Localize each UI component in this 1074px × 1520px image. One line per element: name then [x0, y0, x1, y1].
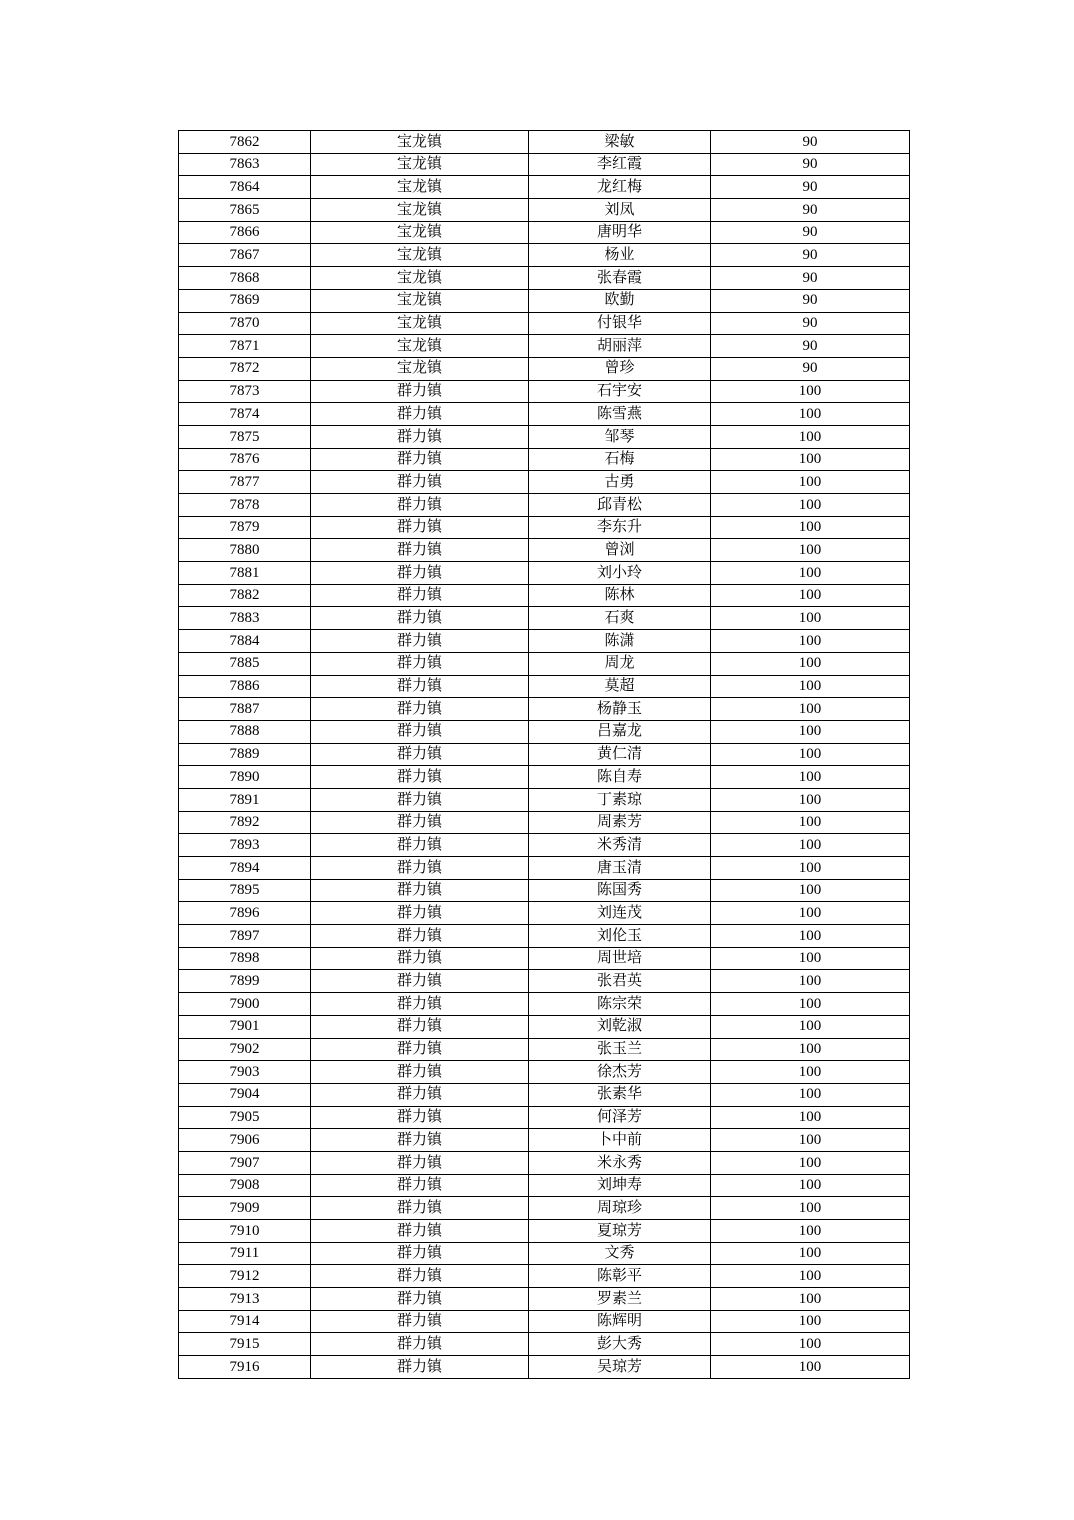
- cell-name: 曾珍: [529, 357, 711, 380]
- cell-name: 周龙: [529, 652, 711, 675]
- table-row: [179, 562, 910, 585]
- cell-name: 陈辉明: [529, 1310, 711, 1333]
- cell-score: 100: [711, 539, 910, 562]
- cell-name: 杨静玉: [529, 698, 711, 721]
- cell-town: 群力镇: [311, 607, 529, 630]
- table-row: [179, 425, 910, 448]
- cell-score: 90: [711, 244, 910, 267]
- table-row: [179, 357, 910, 380]
- cell-town: 群力镇: [311, 584, 529, 607]
- cell-town: 群力镇: [311, 1333, 529, 1356]
- cell-score: 100: [711, 1083, 910, 1106]
- cell-id: 7909: [179, 1197, 311, 1220]
- cell-town: 群力镇: [311, 811, 529, 834]
- cell-id: 7910: [179, 1220, 311, 1243]
- cell-name: 周琼珍: [529, 1197, 711, 1220]
- table-row: [179, 1333, 910, 1356]
- cell-name: 曾浏: [529, 539, 711, 562]
- cell-name: 文秀: [529, 1242, 711, 1265]
- table-row: [179, 1265, 910, 1288]
- cell-score: 100: [711, 720, 910, 743]
- cell-score: 100: [711, 1174, 910, 1197]
- cell-name: 罗素兰: [529, 1288, 711, 1311]
- cell-score: 100: [711, 925, 910, 948]
- cell-score: 90: [711, 335, 910, 358]
- cell-id: 7873: [179, 380, 311, 403]
- cell-score: 100: [711, 403, 910, 426]
- cell-town: 群力镇: [311, 403, 529, 426]
- cell-id: 7912: [179, 1265, 311, 1288]
- cell-id: 7891: [179, 788, 311, 811]
- cell-score: 100: [711, 584, 910, 607]
- table-row: [179, 834, 910, 857]
- cell-town: 群力镇: [311, 448, 529, 471]
- cell-name: 周世培: [529, 947, 711, 970]
- cell-town: 宝龙镇: [311, 289, 529, 312]
- cell-id: 7872: [179, 357, 311, 380]
- cell-id: 7908: [179, 1174, 311, 1197]
- cell-town: 宝龙镇: [311, 312, 529, 335]
- cell-town: 群力镇: [311, 1129, 529, 1152]
- cell-score: 90: [711, 357, 910, 380]
- cell-id: 7868: [179, 267, 311, 290]
- cell-score: 100: [711, 1220, 910, 1243]
- cell-town: 宝龙镇: [311, 199, 529, 222]
- table-row: [179, 199, 910, 222]
- cell-score: 100: [711, 1265, 910, 1288]
- cell-id: 7863: [179, 153, 311, 176]
- cell-name: 卜中前: [529, 1129, 711, 1152]
- cell-id: 7904: [179, 1083, 311, 1106]
- cell-score: 100: [711, 1288, 910, 1311]
- cell-name: 何泽芳: [529, 1106, 711, 1129]
- cell-town: 群力镇: [311, 1083, 529, 1106]
- cell-town: 群力镇: [311, 720, 529, 743]
- cell-name: 刘坤寿: [529, 1174, 711, 1197]
- cell-town: 群力镇: [311, 902, 529, 925]
- cell-name: 陈彰平: [529, 1265, 711, 1288]
- cell-id: 7877: [179, 471, 311, 494]
- cell-town: 群力镇: [311, 1151, 529, 1174]
- cell-name: 付银华: [529, 312, 711, 335]
- cell-id: 7867: [179, 244, 311, 267]
- cell-name: 梁敏: [529, 131, 711, 154]
- cell-id: 7866: [179, 221, 311, 244]
- cell-town: 群力镇: [311, 834, 529, 857]
- cell-id: 7869: [179, 289, 311, 312]
- table-row: [179, 1197, 910, 1220]
- cell-score: 100: [711, 675, 910, 698]
- score-table: [178, 130, 910, 1379]
- cell-name: 黄仁清: [529, 743, 711, 766]
- table-row: [179, 1129, 910, 1152]
- cell-id: 7888: [179, 720, 311, 743]
- cell-town: 群力镇: [311, 1015, 529, 1038]
- cell-id: 7887: [179, 698, 311, 721]
- table-row: [179, 494, 910, 517]
- cell-name: 陈自寿: [529, 766, 711, 789]
- cell-id: 7903: [179, 1061, 311, 1084]
- table-row: [179, 857, 910, 880]
- cell-id: 7880: [179, 539, 311, 562]
- cell-score: 100: [711, 857, 910, 880]
- cell-name: 石宇安: [529, 380, 711, 403]
- cell-name: 龙红梅: [529, 176, 711, 199]
- cell-score: 100: [711, 1151, 910, 1174]
- table-row: [179, 1310, 910, 1333]
- cell-name: 莫超: [529, 675, 711, 698]
- cell-score: 100: [711, 947, 910, 970]
- cell-id: 7890: [179, 766, 311, 789]
- table-row: [179, 1242, 910, 1265]
- cell-name: 唐玉清: [529, 857, 711, 880]
- cell-name: 刘小玲: [529, 562, 711, 585]
- cell-score: 100: [711, 562, 910, 585]
- cell-name: 石爽: [529, 607, 711, 630]
- cell-name: 李东升: [529, 516, 711, 539]
- table-row: [179, 1061, 910, 1084]
- cell-town: 群力镇: [311, 1061, 529, 1084]
- table-row: [179, 335, 910, 358]
- table-row: [179, 1220, 910, 1243]
- cell-id: 7862: [179, 131, 311, 154]
- cell-name: 陈潇: [529, 630, 711, 653]
- cell-town: 群力镇: [311, 425, 529, 448]
- cell-score: 90: [711, 221, 910, 244]
- cell-town: 群力镇: [311, 652, 529, 675]
- cell-town: 宝龙镇: [311, 153, 529, 176]
- cell-name: 欧勤: [529, 289, 711, 312]
- cell-score: 100: [711, 1310, 910, 1333]
- table-row: [179, 539, 910, 562]
- cell-score: 100: [711, 652, 910, 675]
- cell-id: 7874: [179, 403, 311, 426]
- cell-town: 群力镇: [311, 947, 529, 970]
- cell-id: 7886: [179, 675, 311, 698]
- cell-town: 群力镇: [311, 630, 529, 653]
- cell-town: 群力镇: [311, 788, 529, 811]
- cell-town: 群力镇: [311, 879, 529, 902]
- cell-score: 100: [711, 494, 910, 517]
- cell-score: 100: [711, 1197, 910, 1220]
- cell-id: 7883: [179, 607, 311, 630]
- cell-id: 7914: [179, 1310, 311, 1333]
- cell-score: 100: [711, 1038, 910, 1061]
- table-row: [179, 471, 910, 494]
- cell-name: 吴琼芳: [529, 1356, 711, 1379]
- table-row: [179, 176, 910, 199]
- cell-score: 100: [711, 1333, 910, 1356]
- cell-town: 群力镇: [311, 1106, 529, 1129]
- cell-town: 宝龙镇: [311, 221, 529, 244]
- table-row: [179, 698, 910, 721]
- cell-town: 宝龙镇: [311, 131, 529, 154]
- cell-id: 7906: [179, 1129, 311, 1152]
- cell-id: 7881: [179, 562, 311, 585]
- table-row: [179, 244, 910, 267]
- cell-town: 群力镇: [311, 1197, 529, 1220]
- table-row: [179, 675, 910, 698]
- cell-score: 100: [711, 425, 910, 448]
- cell-score: 90: [711, 176, 910, 199]
- cell-score: 100: [711, 607, 910, 630]
- table-row: [179, 630, 910, 653]
- table-row: [179, 1106, 910, 1129]
- cell-score: 100: [711, 811, 910, 834]
- table-row: [179, 743, 910, 766]
- cell-town: 宝龙镇: [311, 335, 529, 358]
- cell-id: 7907: [179, 1151, 311, 1174]
- table-row: [179, 947, 910, 970]
- cell-score: 100: [711, 1106, 910, 1129]
- cell-name: 米秀清: [529, 834, 711, 857]
- table-row: [179, 1288, 910, 1311]
- cell-id: 7902: [179, 1038, 311, 1061]
- cell-score: 100: [711, 1356, 910, 1379]
- cell-town: 群力镇: [311, 494, 529, 517]
- table-row: [179, 993, 910, 1016]
- cell-score: 100: [711, 1242, 910, 1265]
- cell-town: 群力镇: [311, 539, 529, 562]
- cell-id: 7913: [179, 1288, 311, 1311]
- cell-id: 7878: [179, 494, 311, 517]
- cell-town: 群力镇: [311, 1265, 529, 1288]
- table-row: [179, 131, 910, 154]
- table-row: [179, 879, 910, 902]
- cell-id: 7898: [179, 947, 311, 970]
- cell-town: 群力镇: [311, 1220, 529, 1243]
- cell-name: 陈雪燕: [529, 403, 711, 426]
- cell-score: 100: [711, 698, 910, 721]
- cell-id: 7896: [179, 902, 311, 925]
- table-row: [179, 1038, 910, 1061]
- table-row: [179, 403, 910, 426]
- cell-name: 张君英: [529, 970, 711, 993]
- cell-town: 群力镇: [311, 698, 529, 721]
- cell-name: 陈国秀: [529, 879, 711, 902]
- cell-id: 7895: [179, 879, 311, 902]
- cell-name: 陈林: [529, 584, 711, 607]
- cell-town: 群力镇: [311, 380, 529, 403]
- cell-name: 周素芳: [529, 811, 711, 834]
- table-row: [179, 380, 910, 403]
- cell-id: 7864: [179, 176, 311, 199]
- cell-id: 7894: [179, 857, 311, 880]
- cell-score: 90: [711, 199, 910, 222]
- cell-name: 古勇: [529, 471, 711, 494]
- table-row: [179, 289, 910, 312]
- cell-town: 群力镇: [311, 743, 529, 766]
- cell-name: 刘连茂: [529, 902, 711, 925]
- cell-score: 100: [711, 516, 910, 539]
- table-row: [179, 1083, 910, 1106]
- table-row: [179, 1356, 910, 1379]
- cell-name: 刘凤: [529, 199, 711, 222]
- table-container: [178, 130, 909, 1379]
- cell-town: 群力镇: [311, 925, 529, 948]
- cell-name: 杨业: [529, 244, 711, 267]
- cell-score: 100: [711, 1015, 910, 1038]
- cell-score: 90: [711, 153, 910, 176]
- cell-id: 7915: [179, 1333, 311, 1356]
- cell-score: 100: [711, 879, 910, 902]
- cell-town: 群力镇: [311, 1356, 529, 1379]
- cell-town: 群力镇: [311, 516, 529, 539]
- cell-id: 7897: [179, 925, 311, 948]
- cell-town: 群力镇: [311, 766, 529, 789]
- table-row: [179, 925, 910, 948]
- table-row: [179, 720, 910, 743]
- table-row: [179, 267, 910, 290]
- cell-score: 100: [711, 834, 910, 857]
- cell-id: 7884: [179, 630, 311, 653]
- table-body: [179, 131, 910, 1379]
- cell-name: 陈宗荣: [529, 993, 711, 1016]
- cell-name: 石梅: [529, 448, 711, 471]
- cell-town: 群力镇: [311, 1310, 529, 1333]
- cell-town: 群力镇: [311, 857, 529, 880]
- cell-score: 100: [711, 970, 910, 993]
- cell-name: 丁素琼: [529, 788, 711, 811]
- table-row: [179, 766, 910, 789]
- cell-id: 7870: [179, 312, 311, 335]
- cell-id: 7882: [179, 584, 311, 607]
- cell-id: 7879: [179, 516, 311, 539]
- cell-score: 100: [711, 1061, 910, 1084]
- cell-name: 彭大秀: [529, 1333, 711, 1356]
- cell-score: 100: [711, 380, 910, 403]
- cell-town: 群力镇: [311, 1288, 529, 1311]
- cell-score: 100: [711, 1129, 910, 1152]
- cell-town: 群力镇: [311, 1242, 529, 1265]
- table-row: [179, 312, 910, 335]
- cell-id: 7876: [179, 448, 311, 471]
- cell-town: 宝龙镇: [311, 267, 529, 290]
- cell-name: 徐杰芳: [529, 1061, 711, 1084]
- cell-id: 7899: [179, 970, 311, 993]
- cell-name: 张春霞: [529, 267, 711, 290]
- cell-id: 7892: [179, 811, 311, 834]
- cell-score: 90: [711, 131, 910, 154]
- cell-name: 邱青松: [529, 494, 711, 517]
- cell-id: 7916: [179, 1356, 311, 1379]
- cell-id: 7893: [179, 834, 311, 857]
- cell-name: 唐明华: [529, 221, 711, 244]
- table-row: [179, 902, 910, 925]
- cell-score: 90: [711, 289, 910, 312]
- cell-id: 7865: [179, 199, 311, 222]
- table-row: [179, 811, 910, 834]
- cell-score: 100: [711, 788, 910, 811]
- cell-town: 群力镇: [311, 675, 529, 698]
- cell-town: 宝龙镇: [311, 244, 529, 267]
- cell-score: 100: [711, 471, 910, 494]
- cell-town: 群力镇: [311, 471, 529, 494]
- cell-score: 90: [711, 267, 910, 290]
- cell-name: 张素华: [529, 1083, 711, 1106]
- cell-id: 7875: [179, 425, 311, 448]
- cell-id: 7905: [179, 1106, 311, 1129]
- cell-score: 100: [711, 766, 910, 789]
- cell-id: 7889: [179, 743, 311, 766]
- cell-name: 米永秀: [529, 1151, 711, 1174]
- table-row: [179, 1151, 910, 1174]
- cell-id: 7871: [179, 335, 311, 358]
- cell-id: 7901: [179, 1015, 311, 1038]
- cell-name: 胡丽萍: [529, 335, 711, 358]
- cell-score: 100: [711, 902, 910, 925]
- cell-name: 邹琴: [529, 425, 711, 448]
- cell-score: 100: [711, 743, 910, 766]
- table-row: [179, 788, 910, 811]
- cell-name: 刘伦玉: [529, 925, 711, 948]
- cell-score: 100: [711, 630, 910, 653]
- cell-town: 群力镇: [311, 562, 529, 585]
- table-row: [179, 153, 910, 176]
- table-row: [179, 1174, 910, 1197]
- cell-town: 群力镇: [311, 970, 529, 993]
- cell-town: 群力镇: [311, 993, 529, 1016]
- cell-id: 7911: [179, 1242, 311, 1265]
- cell-score: 90: [711, 312, 910, 335]
- table-row: [179, 1015, 910, 1038]
- cell-town: 宝龙镇: [311, 176, 529, 199]
- cell-town: 宝龙镇: [311, 357, 529, 380]
- cell-name: 张玉兰: [529, 1038, 711, 1061]
- cell-town: 群力镇: [311, 1174, 529, 1197]
- cell-name: 吕嘉龙: [529, 720, 711, 743]
- table-row: [179, 970, 910, 993]
- cell-id: 7885: [179, 652, 311, 675]
- table-row: [179, 584, 910, 607]
- cell-score: 100: [711, 993, 910, 1016]
- table-row: [179, 448, 910, 471]
- table-row: [179, 516, 910, 539]
- table-row: [179, 221, 910, 244]
- table-row: [179, 652, 910, 675]
- cell-name: 刘乾淑: [529, 1015, 711, 1038]
- cell-name: 李红霞: [529, 153, 711, 176]
- cell-score: 100: [711, 448, 910, 471]
- table-row: [179, 607, 910, 630]
- cell-town: 群力镇: [311, 1038, 529, 1061]
- cell-id: 7900: [179, 993, 311, 1016]
- cell-name: 夏琼芳: [529, 1220, 711, 1243]
